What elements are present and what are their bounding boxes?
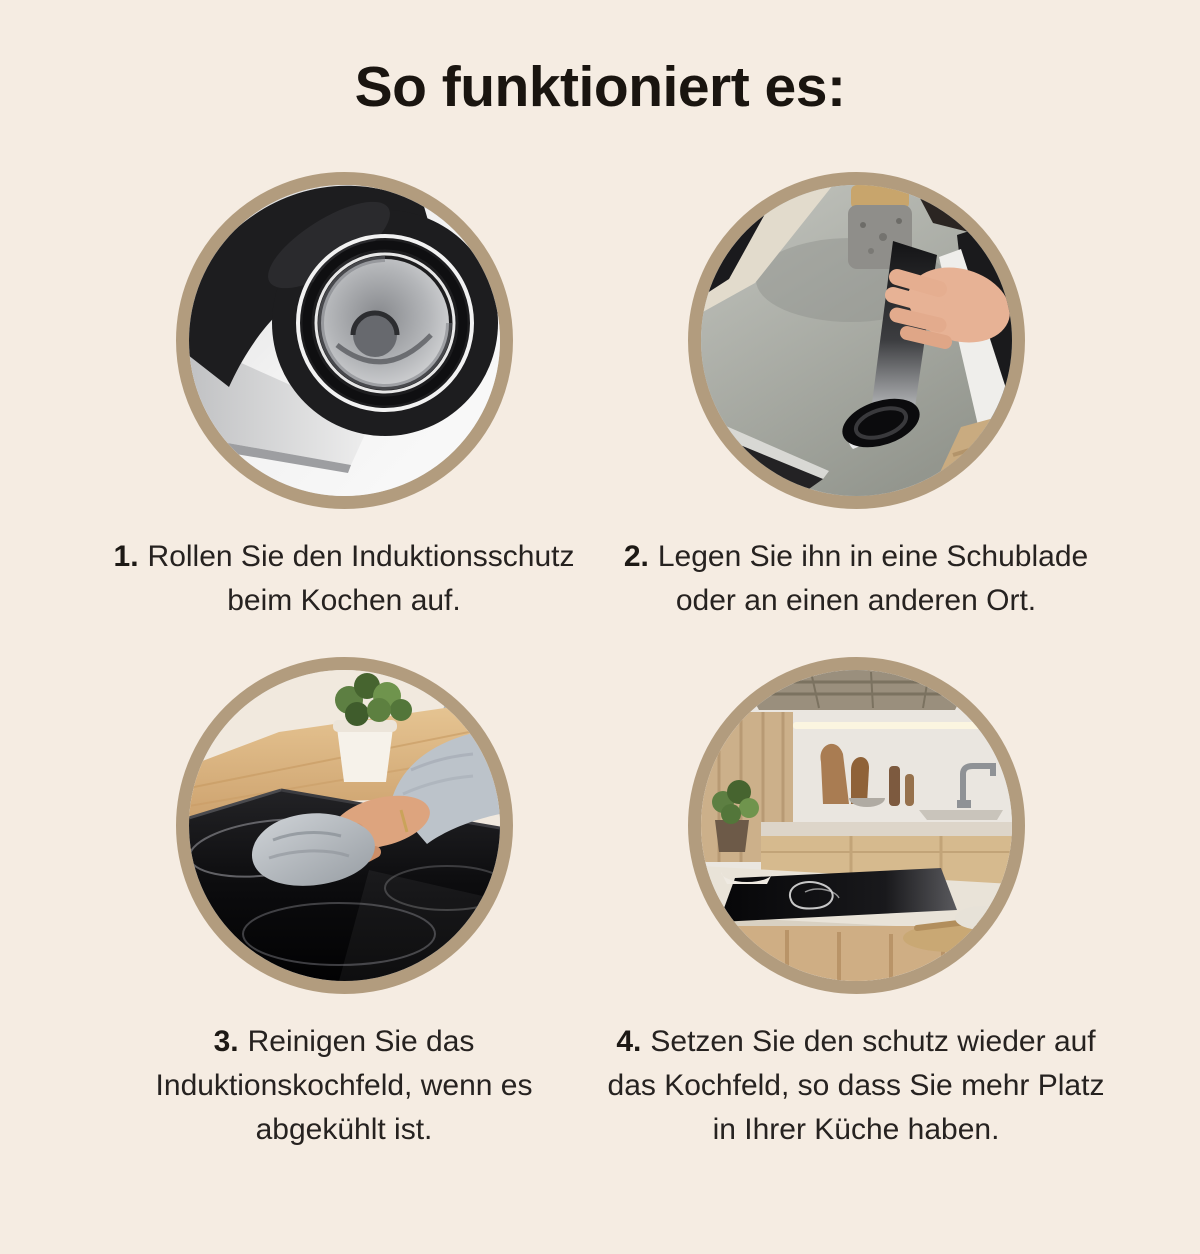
led-light-strip: [793, 722, 993, 729]
range-hood-icon: [737, 670, 976, 710]
kitchen-illustration: [701, 670, 1012, 981]
drawer-illustration: [701, 185, 1012, 496]
step-4-text: Setzen Sie den schutz wieder auf das Kochfeld, so dass Sie mehr Platz in Ihrer Küche haben.: [607, 1025, 1105, 1146]
page-title: So funktioniert es:: [354, 55, 846, 119]
step-2-caption: [600, 535, 1112, 623]
step-2-photo: [688, 172, 1025, 509]
step-1-number: 1.: [113, 540, 139, 573]
step-2-text: Legen Sie ihn in eine Schublade oder an einen anderen Ort.: [657, 540, 1089, 617]
step-2-number: 2.: [623, 540, 649, 573]
step-4-photo: [688, 657, 1025, 994]
step-1-caption: [88, 535, 600, 623]
step-4-number: 4.: [616, 1025, 642, 1058]
step-4: [600, 657, 1112, 1152]
steps-grid: [88, 172, 1112, 1152]
step-3: [109, 657, 579, 1152]
step-2: [600, 172, 1112, 623]
step-4-caption: [600, 1020, 1112, 1152]
step-3-photo: [176, 657, 513, 994]
step-3-text: Reinigen Sie das Induktionskochfeld, wenn es abgekühlt ist.: [155, 1025, 533, 1146]
step-1: [88, 172, 600, 623]
hob-logo: Indesit: [710, 224, 728, 250]
step-1-text: Rollen Sie den Induktionsschutz beim Kochen auf.: [147, 540, 575, 617]
step-3-number: 3.: [213, 1025, 239, 1058]
rolled-mat-illustration: [189, 185, 500, 496]
cleaning-illustration: [189, 670, 500, 981]
step-1-photo: [176, 172, 513, 509]
step-3-caption: [109, 1020, 579, 1152]
